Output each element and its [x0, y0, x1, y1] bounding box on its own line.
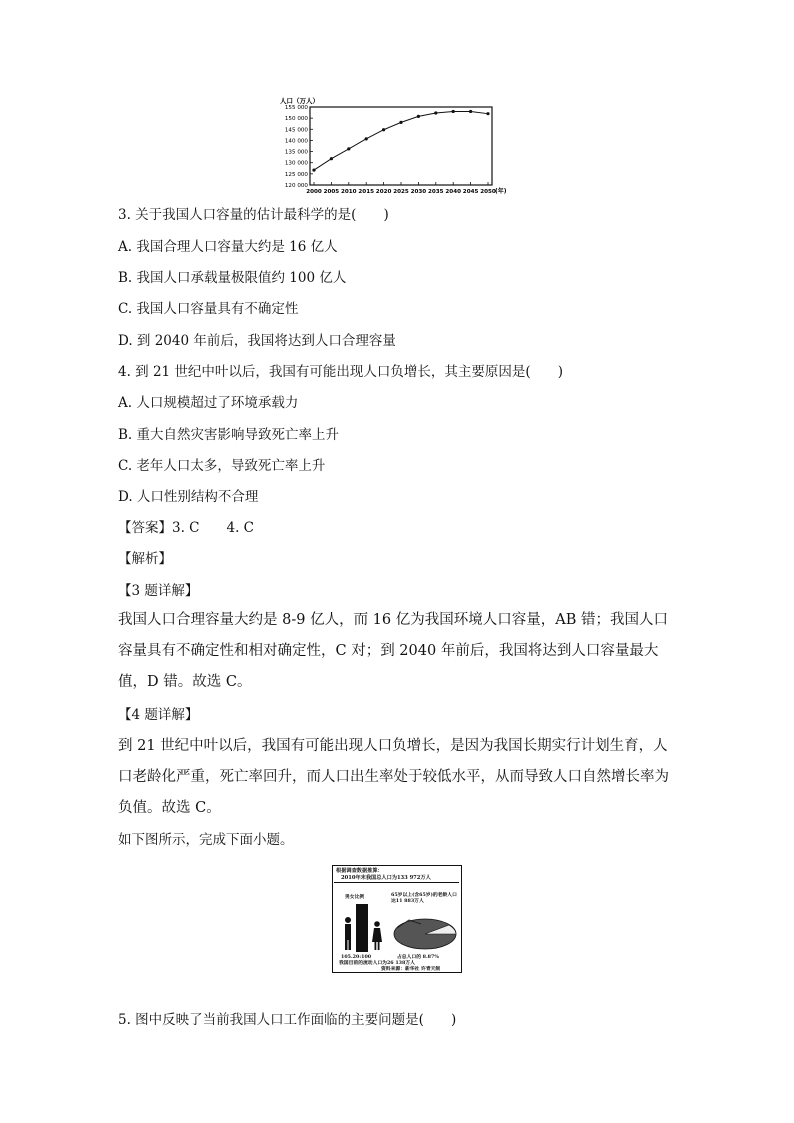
sex-ratio-label: 男女比例	[345, 894, 365, 900]
chart-x-tick-label: 2030	[410, 189, 427, 195]
population-line-chart	[276, 94, 516, 198]
infographic-title-1: 根据调查数据推算：	[336, 868, 383, 874]
chart-x-tick-label: 2015	[358, 189, 374, 195]
female-figure-head	[374, 921, 380, 927]
chart-data-point	[486, 112, 489, 115]
elderly-population-text: 65岁以上(含65岁)的老龄人口达11 883万人	[391, 892, 457, 904]
chart-x-tick-label: 2010	[341, 189, 357, 195]
question-4-option-d: D. 人口性别结构不合理	[118, 489, 259, 505]
chart-y-tick-label: 120 000	[284, 183, 308, 189]
chart-y-tick-label: 125 000	[284, 171, 308, 178]
chart-x-tick-label: 2050	[480, 189, 496, 195]
chart-x-ticks	[306, 182, 496, 195]
male-bar	[356, 904, 368, 952]
population-infographic	[332, 865, 462, 973]
chart-data-point	[347, 147, 350, 150]
chart-data-point	[417, 115, 420, 118]
infographic-title-2: 2010年末我国总人口为133 972万人	[341, 875, 431, 881]
sex-ratio-value: 105.20:100	[341, 954, 372, 960]
chart-series-line	[314, 111, 488, 170]
figure-intro: 如下图所示，完成下面小题。	[118, 832, 294, 848]
chart-x-tick-label: 2000	[306, 189, 322, 195]
chart-data-point	[365, 137, 368, 140]
chart-svg	[276, 94, 516, 198]
chart-data-point	[452, 110, 455, 113]
elderly-percent: 占总人口的 8.87%	[397, 954, 439, 960]
detail-4-text: 到 21 世纪中叶以后，我国有可能出现人口负增长，是因为我国长期实行计划生育，人口老龄化严重，死亡率回升，而人口出生率处于较低水平，从而导致人口自然增长率为负值。故选 C。	[118, 738, 669, 816]
question-3-option-b: B. 我国人口承载量极限值约 100 亿人	[118, 270, 347, 286]
chart-y-tick-label: 145 000	[284, 127, 308, 134]
female-figure-body	[372, 928, 382, 942]
question-4-option-b: B. 重大自然灾害影响导致死亡率上升	[118, 427, 340, 443]
chart-data-point	[399, 121, 402, 124]
question-5-stem: 5. 图中反映了当前我国人口工作面临的主要问题是( )	[118, 1012, 457, 1028]
infographic-source: 资料来源：新华社 许青天制	[381, 966, 441, 972]
floating-population: 我国目前的流动人口为26 138万人	[339, 960, 415, 966]
detail-3-text: 我国人口合理容量大约是 8-9 亿人，而 16 亿为我国环境人口容量，AB 错；我国人口容量具有不确定性和相对确定性，C 对；到 2040 年前后，我国将达到人口容量最大值，D 错。故选 C。	[118, 612, 668, 690]
chart-data-point	[469, 110, 472, 113]
chart-data-point	[312, 168, 315, 171]
chart-plot-frame	[310, 107, 492, 185]
question-3-option-c: C. 我国人口容量具有不确定性	[118, 301, 299, 317]
chart-x-tick-label: 2005	[323, 189, 340, 195]
chart-x-tick-label: 2035	[428, 189, 444, 195]
sex-ratio-figures	[338, 902, 393, 952]
question-3-option-a: A. 我国合理人口容量大约是 16 亿人	[118, 239, 338, 255]
detail-4-heading: 【4 题详解】	[118, 707, 199, 723]
chart-y-axis-label: 人口（万人）	[280, 97, 319, 105]
chart-data-point	[434, 111, 437, 114]
chart-x-axis-label: (年)	[495, 188, 507, 195]
detail-3-heading: 【3 题详解】	[118, 583, 199, 599]
question-3-option-d: D. 到 2040 年前后，我国将达到人口合理容量	[118, 333, 396, 349]
analysis-heading: 【解析】	[118, 551, 172, 567]
chart-x-tick-label: 2040	[445, 189, 461, 195]
chart-y-tick-label: 150 000	[284, 116, 308, 123]
answer-line: 【答案】3. C 4. C	[118, 520, 255, 536]
chart-y-tick-label: 135 000	[284, 149, 308, 156]
chart-data-point	[382, 128, 385, 131]
chart-y-ticks	[285, 105, 313, 189]
chart-x-tick-label: 2025	[393, 189, 409, 195]
question-4-stem: 4. 到 21 世纪中叶以后，我国有可能出现人口负增长，其主要原因是( )	[118, 364, 563, 380]
question-4-option-c: C. 老年人口太多，导致死亡率上升	[118, 458, 326, 474]
chart-data-point	[330, 157, 333, 160]
chart-points	[312, 110, 489, 172]
chart-y-tick-label: 155 000	[284, 105, 308, 111]
chart-x-tick-label: 2020	[375, 189, 392, 195]
male-figure-head	[345, 917, 351, 923]
question-4-option-a: A. 人口规模超过了环境承载力	[118, 395, 299, 411]
question-3-stem: 3. 关于我国人口容量的估计最科学的是( )	[118, 207, 389, 223]
chart-y-tick-label: 140 000	[284, 138, 308, 145]
chart-y-tick-label: 130 000	[284, 160, 308, 167]
elderly-pie	[391, 914, 461, 952]
male-figure-body	[345, 924, 351, 940]
chart-x-tick-label: 2045	[462, 189, 479, 195]
